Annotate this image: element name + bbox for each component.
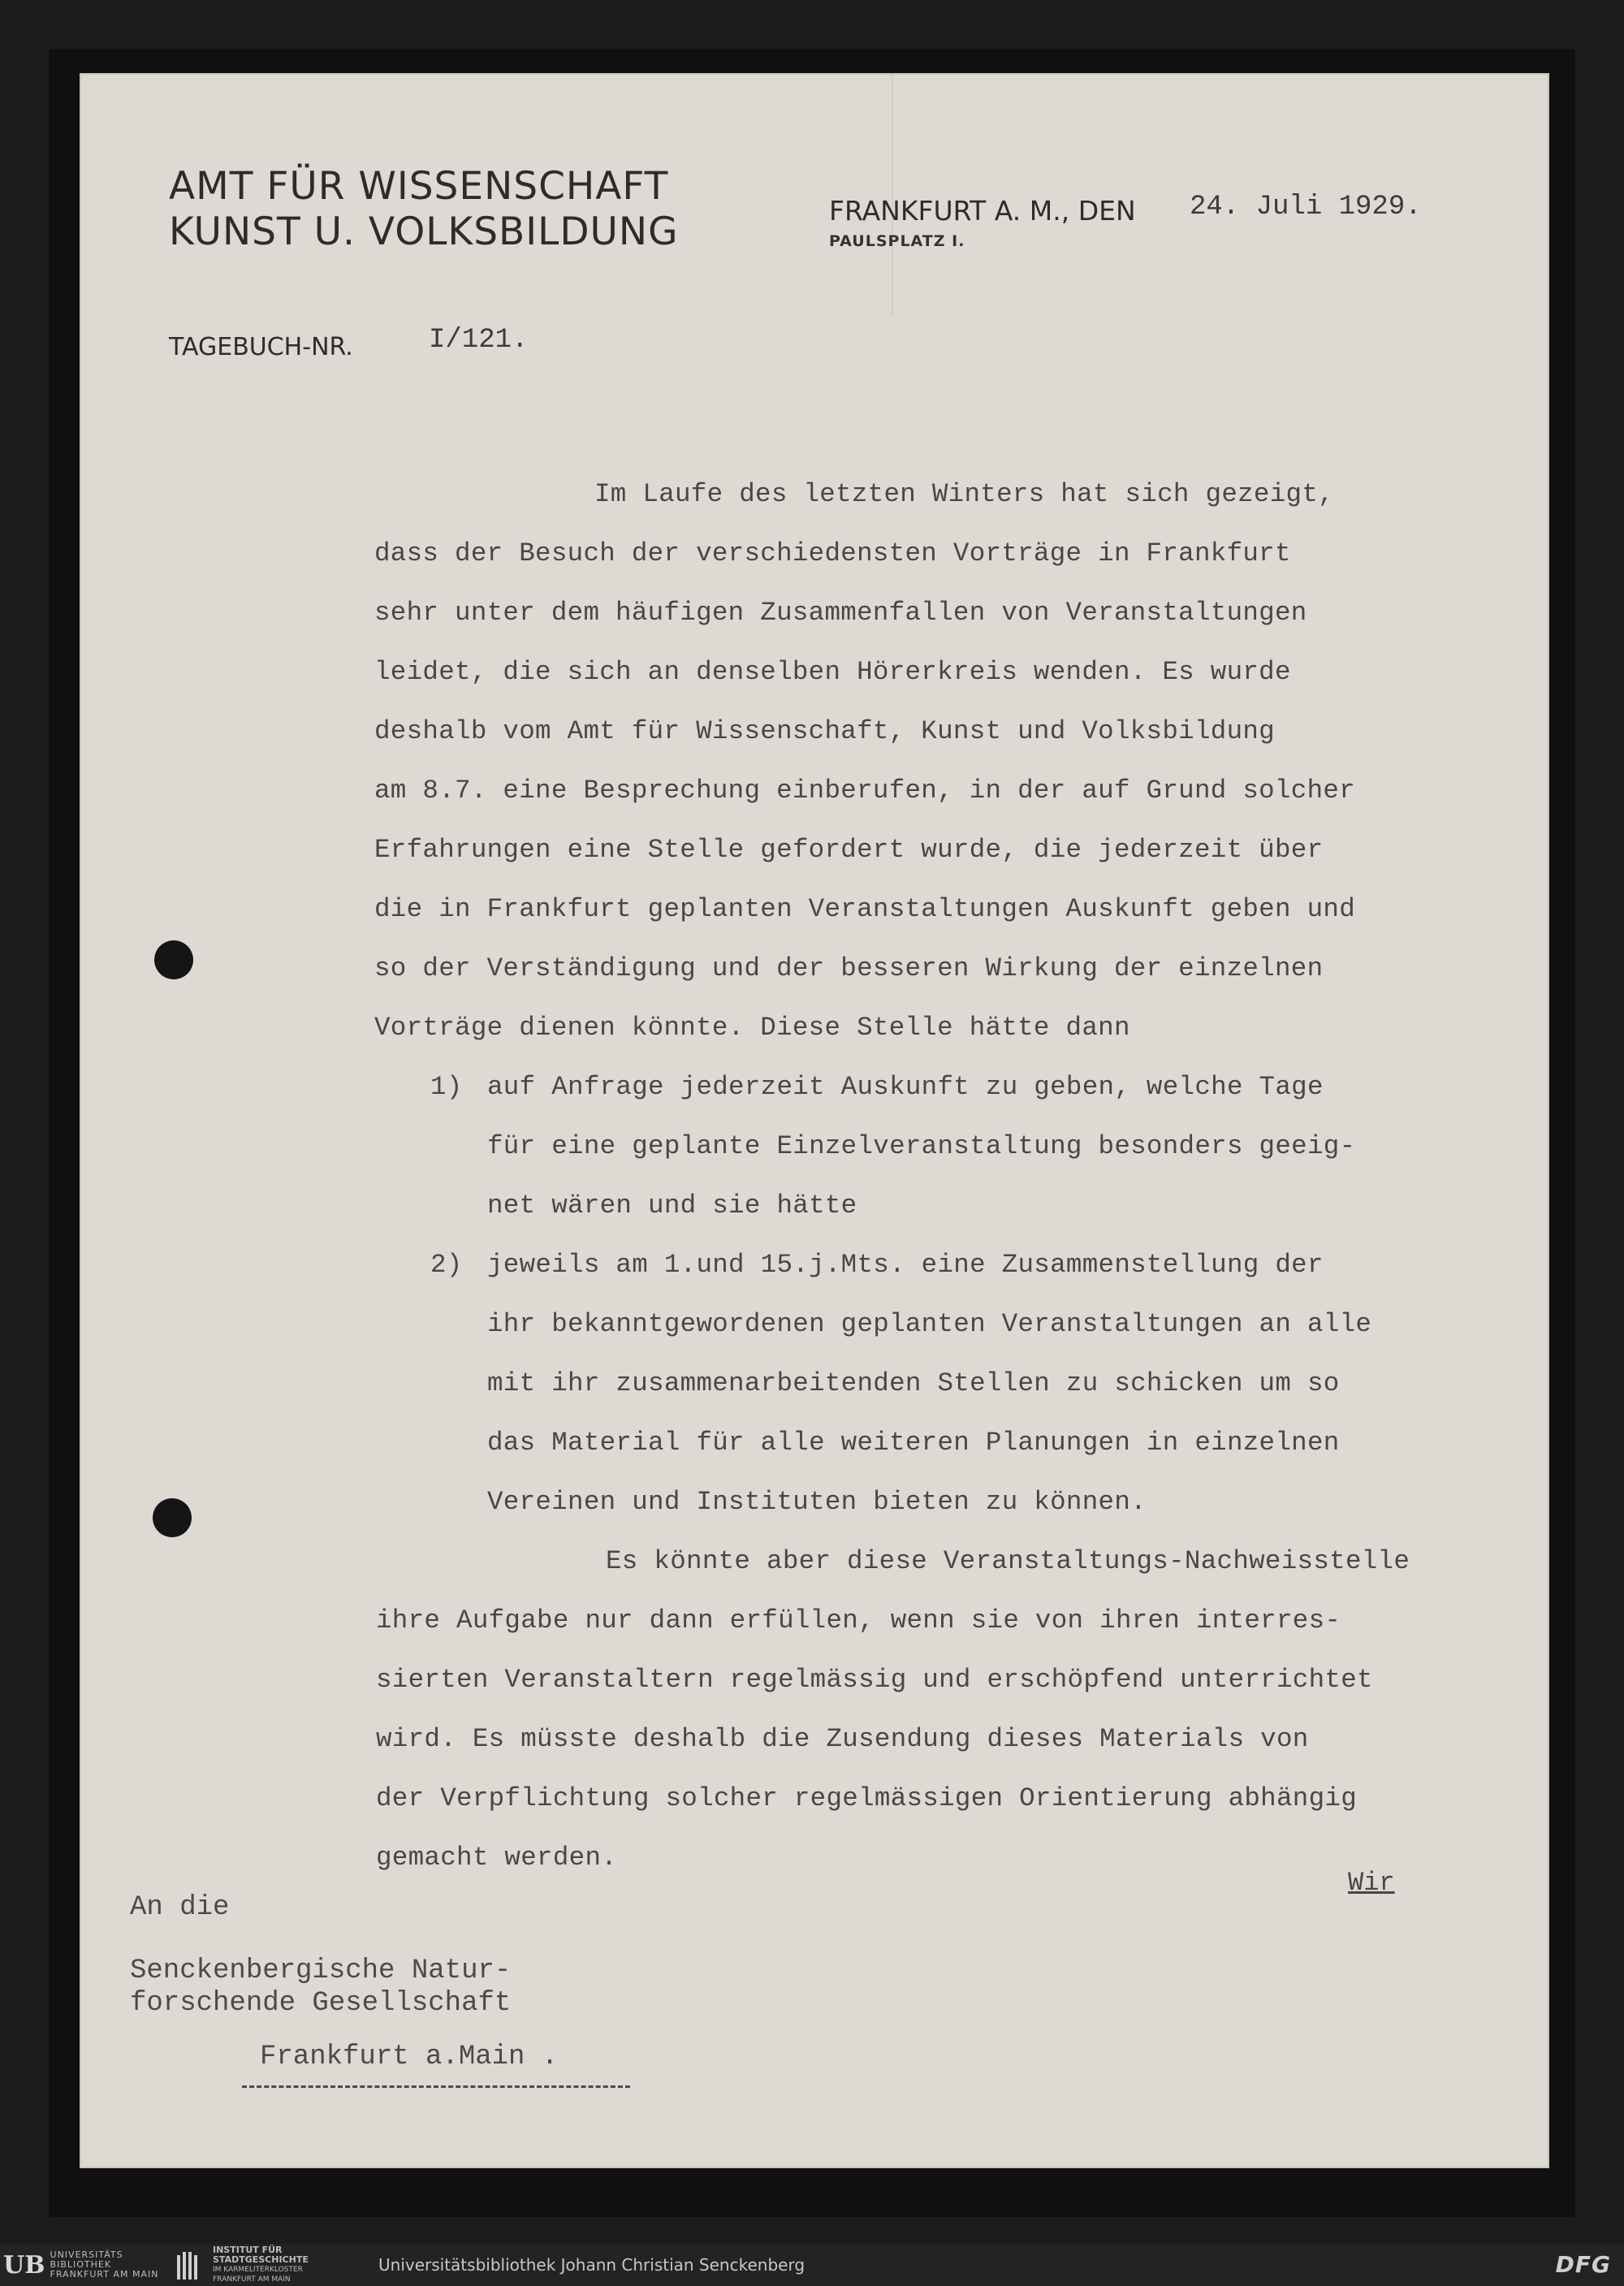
body-line: sierten Veranstaltern regelmässig und erschöpfend unterrichtet [376, 1665, 1373, 1695]
library-name: Universitätsbibliothek Johann Christian Senckenberg [378, 2255, 806, 2275]
recipient-line: Senckenbergische Natur- [130, 1955, 512, 1986]
list-marker: 2) [430, 1250, 463, 1280]
body-line: gemacht werden. [376, 1843, 618, 1873]
body-line: das Material für alle weiteren Planungen in einzelnen [487, 1428, 1340, 1458]
body-line: Es könnte aber diese Veranstaltungs-Nachweisstelle [606, 1546, 1410, 1576]
catchword: Wir [1348, 1868, 1395, 1898]
body-line: der Verpflichtung solcher regelmässigen Orientierung abhängig [376, 1783, 1357, 1813]
punch-hole [154, 940, 193, 979]
diary-number-label: TAGEBUCH-NR. [169, 333, 353, 361]
body-line: net wären und sie hätte [487, 1191, 857, 1221]
body-line: ihr bekanntgewordenen geplanten Veranstaltungen an alle [487, 1309, 1372, 1339]
letterhead-office-line2: KUNST U. VOLKSBILDUNG [169, 210, 679, 254]
ub-text: UNIVERSITÄTS BIBLIOTHEK FRANKFURT AM MAIN [50, 2249, 159, 2280]
body-line: wird. Es müsste deshalb die Zusendung dieses Materials von [376, 1724, 1309, 1754]
body-line: sehr unter dem häufigen Zusammenfallen von Veranstaltungen [374, 598, 1307, 628]
letterhead-street: PAULSPLATZ I. [829, 232, 965, 250]
body-line: jeweils am 1.und 15.j.Mts. eine Zusammenstellung der [487, 1250, 1324, 1280]
body-line: die in Frankfurt geplanten Veranstaltungen Auskunft geben und [374, 894, 1355, 924]
body-line: am 8.7. eine Besprechung einberufen, in der auf Grund solcher [374, 776, 1355, 806]
address-underline [242, 2085, 630, 2088]
letterhead-office-line1: AMT FÜR WISSENSCHAFT [169, 164, 669, 209]
columns-icon [177, 2250, 206, 2280]
archive-footer-bar [0, 2244, 1624, 2286]
body-line: leidet, die sich an denselben Hörerkreis wenden. Es wurde [374, 657, 1291, 687]
letter-date: 24. Juli 1929. [1190, 192, 1422, 223]
dfg-logo: DFG [1555, 2251, 1611, 2278]
list-marker: 1) [430, 1072, 463, 1102]
recipient-line: An die [130, 1892, 230, 1923]
institute-text: INSTITUT FÜR STADTGESCHICHTE IM KARMELITERKLOSTER FRANKFURT AM MAIN [213, 2245, 309, 2284]
body-line: auf Anfrage jederzeit Auskunft zu geben, welche Tage [487, 1072, 1324, 1102]
letter-page [80, 73, 1549, 2168]
body-line: deshalb vom Amt für Wissenschaft, Kunst und Volksbildung [374, 716, 1275, 746]
ub-mark: UB [3, 2250, 45, 2280]
recipient-city: Frankfurt a.Main . [260, 2042, 559, 2072]
body-line: Vorträge dienen könnte. Diese Stelle hätte dann [374, 1013, 1130, 1043]
body-line: dass der Besuch der verschiedensten Vorträge in Frankfurt [374, 538, 1291, 568]
punch-hole [153, 1498, 192, 1537]
diary-number-value: I/121. [429, 325, 529, 356]
city-history-institute-logo [177, 2245, 309, 2284]
recipient-line: forschende Gesellschaft [130, 1988, 512, 2019]
body-line: Erfahrungen eine Stelle gefordert wurde, die jederzeit über [374, 835, 1324, 865]
body-line: ihre Aufgabe nur dann erfüllen, wenn sie von ihren interres- [376, 1605, 1341, 1636]
body-line: Vereinen und Instituten bieten zu können. [487, 1487, 1147, 1517]
body-line: mit ihr zusammenarbeitenden Stellen zu schicken um so [487, 1368, 1340, 1398]
body-line: Im Laufe des letzten Winters hat sich gezeigt, [594, 479, 1334, 509]
letterhead-place: FRANKFURT A. M., DEN [829, 195, 1136, 227]
body-line: für eine geplante Einzelveranstaltung besonders geeig- [487, 1131, 1356, 1161]
university-library-logo [3, 2249, 158, 2281]
body-line: so der Verständigung und der besseren Wirkung der einzelnen [374, 953, 1324, 983]
